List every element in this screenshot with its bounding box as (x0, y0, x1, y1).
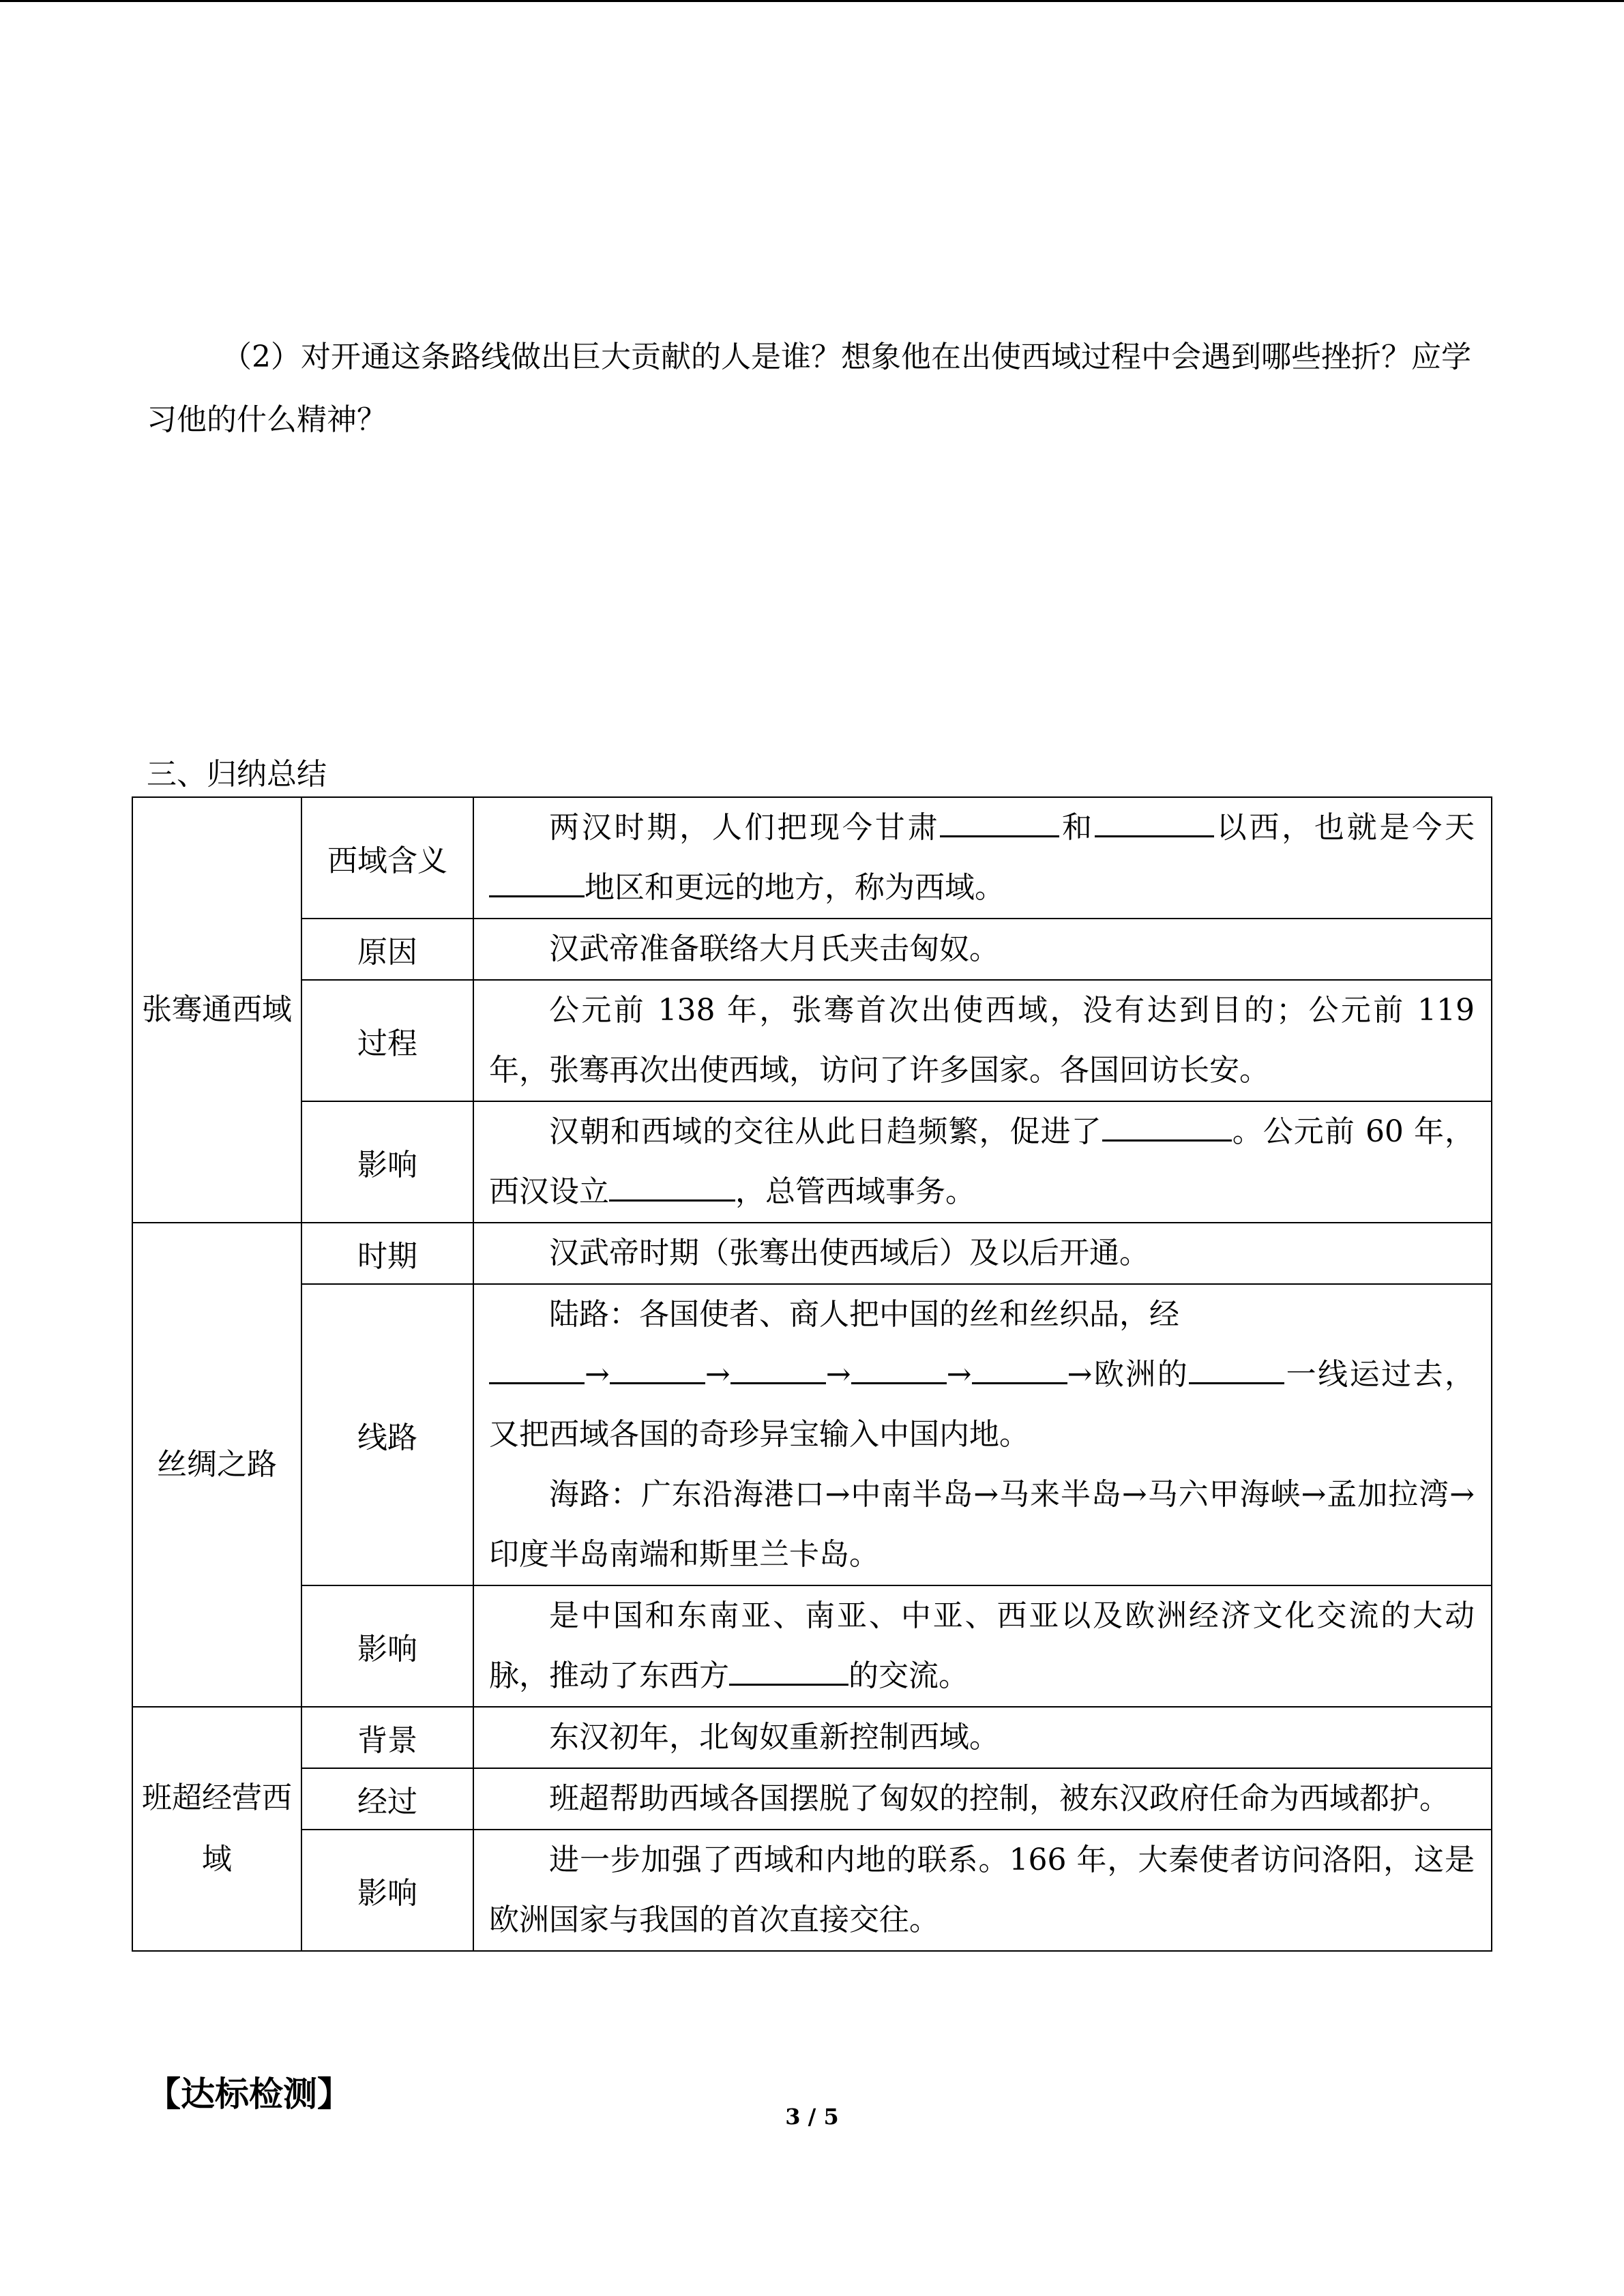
row-text: 东汉初年，北匈奴重新控制西域。 (549, 1720, 999, 1755)
fill-blank[interactable] (609, 1172, 735, 1202)
text-span: ，总管西域事务。 (735, 1174, 975, 1209)
text-span: 汉朝和西域的交往从此日趋频繁，促进了 (549, 1114, 1102, 1149)
row-content (473, 919, 1492, 980)
row-content (473, 1707, 1492, 1768)
summary-table (132, 796, 1492, 1952)
row-content (473, 1284, 1492, 1585)
row-content (473, 1101, 1492, 1223)
text-span: 。公元前 60 年，西汉设立 (489, 1114, 1475, 1209)
land-route-intro: 陆路：各国使者、商人把中国的丝和丝织品，经 (549, 1297, 1179, 1332)
table-row (132, 1585, 1492, 1707)
fill-blank[interactable] (972, 1355, 1067, 1384)
table-row (132, 919, 1492, 980)
row-label: 过程 (301, 980, 473, 1101)
row-content (473, 1223, 1492, 1284)
table-row (132, 1707, 1492, 1768)
fill-blank[interactable] (729, 1656, 848, 1686)
row-label: 影响 (301, 1101, 473, 1223)
arrow: → (825, 1357, 851, 1392)
row-label: 时期 (301, 1223, 473, 1284)
group-title-ban-chao: 班超经营西域 (132, 1707, 301, 1951)
group-title-zhangqian: 张骞通西域 (132, 797, 301, 1223)
table-row (132, 980, 1492, 1101)
text-span: 的交流。 (848, 1658, 969, 1693)
row-label: 影响 (301, 1830, 473, 1951)
fill-blank[interactable] (1102, 1112, 1232, 1142)
row-text: 进一步加强了西域和内地的联系。166 年，大秦使者访问洛阳，这是欧洲国家与我国的首次直接交往。 (489, 1843, 1475, 1937)
land-route (489, 1345, 1475, 1465)
row-text: 汉武帝准备联络大月氏夹击匈奴。 (549, 931, 999, 966)
arrow: → (946, 1357, 972, 1392)
row-label: 经过 (301, 1768, 473, 1830)
text-span: →欧洲的 (1067, 1357, 1190, 1392)
fill-blank[interactable] (1095, 808, 1214, 837)
fill-blank[interactable] (730, 1355, 826, 1384)
fill-blank[interactable] (851, 1355, 947, 1384)
section-heading-assessment: 【达标检测】 (147, 2074, 351, 2114)
row-content (473, 1585, 1492, 1707)
text-span: 和 (1059, 810, 1095, 845)
page-number: 3 / 5 (785, 2104, 839, 2130)
row-label: 西域含义 (301, 797, 473, 919)
text-span: 一线运过去，又把西域各国的奇珍异宝输入中国内地。 (489, 1357, 1475, 1452)
text-span: 是中国和东南亚、南亚、中亚、西亚以及欧洲经济文化交流的大动脉，推动了东西方 (489, 1598, 1475, 1693)
row-text: 公元前 138 年，张骞首次出使西域，没有达到目的；公元前 119 年，张骞再次出使西域，访问了许多国家。各国回访长安。 (489, 993, 1475, 1088)
row-label: 背景 (301, 1707, 473, 1768)
fill-blank[interactable] (489, 868, 585, 897)
row-label: 影响 (301, 1585, 473, 1707)
table-row (132, 1768, 1492, 1830)
table-row (132, 1830, 1492, 1951)
arrow: → (705, 1357, 730, 1392)
row-content (473, 1830, 1492, 1951)
text-span: 地区和更远的地方，称为西域。 (585, 870, 1005, 905)
fill-blank[interactable] (610, 1355, 705, 1384)
table-row (132, 1284, 1492, 1585)
sea-route: 海路：广东沿海港口→中南半岛→马来半岛→马六甲海峡→孟加拉湾→印度半岛南端和斯里兰卡岛。 (489, 1477, 1475, 1572)
table-row (132, 797, 1492, 919)
group-title-silk-road: 丝绸之路 (132, 1223, 301, 1707)
row-label: 原因 (301, 919, 473, 980)
section-title: 三、归纳总结 (147, 757, 327, 792)
page-top-border (0, 0, 1624, 2)
question-2: （2）对开通这条路线做出巨大贡献的人是谁？想象他在出使西域过程中会遇到哪些挫折？应学习他的什么精神？ (147, 340, 1471, 437)
table-row (132, 1223, 1492, 1284)
table-row (132, 1101, 1492, 1223)
row-content (473, 797, 1492, 919)
text-span: 以西，也就是今天 (1213, 810, 1475, 845)
fill-blank[interactable] (1189, 1355, 1284, 1384)
row-content (473, 1768, 1492, 1830)
row-content (473, 980, 1492, 1101)
fill-blank[interactable] (489, 1355, 585, 1384)
row-label: 线路 (301, 1284, 473, 1585)
arrow: → (585, 1357, 610, 1392)
text-span: 两汉时期，人们把现今甘肃 (549, 810, 941, 845)
row-text: 班超帮助西域各国摆脱了匈奴的控制，被东汉政府任命为西域都护。 (549, 1781, 1449, 1816)
fill-blank[interactable] (940, 808, 1059, 837)
row-text: 汉武帝时期（张骞出使西域后）及以后开通。 (549, 1236, 1149, 1270)
